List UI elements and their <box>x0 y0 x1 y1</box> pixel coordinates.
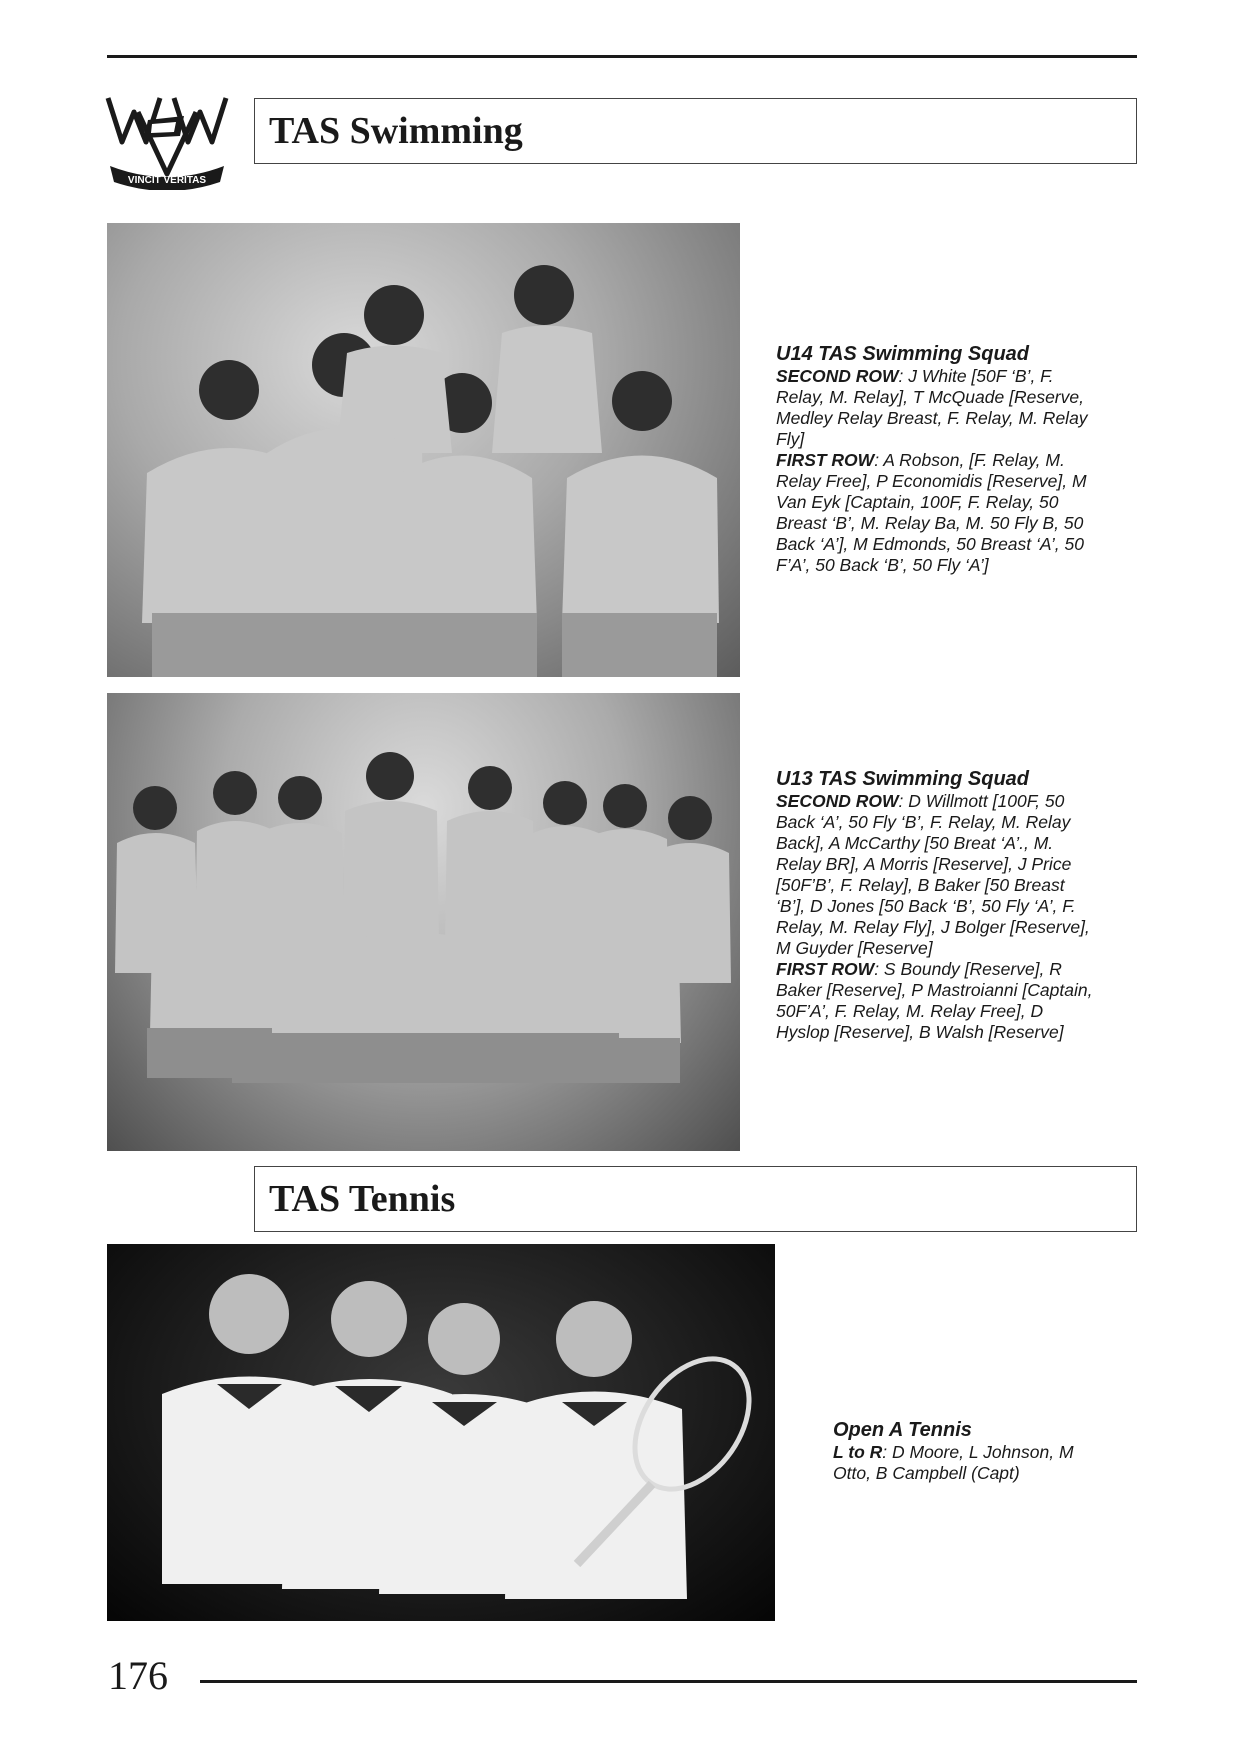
u14-second-row-text: : J White [50F ‘B’, F. Relay, M. Relay], T McQuade [Reserve, Medley Relay Breast, F. Relay, M. Relay Fly] <box>776 366 1088 449</box>
u13-caption-title: U13 TAS Swimming Squad <box>776 768 1029 790</box>
u14-team-photo <box>107 223 740 677</box>
school-crest-icon <box>104 92 230 190</box>
team-photo-icon <box>107 1244 775 1621</box>
u13-first-row <box>776 959 1096 1043</box>
tennis-row-label: L to R <box>833 1442 883 1462</box>
swimming-section-header <box>254 98 1137 164</box>
u13-first-row-text: : S Boundy [Reserve], R Baker [Reserve], P Mastroianni [Captain, 50F’A’, F. Relay, M. Relay Free], D Hyslop [Reserve], B Walsh [Reserve] <box>776 959 1093 1042</box>
team-photo-icon <box>107 223 740 677</box>
tennis-section-header <box>254 1166 1137 1232</box>
tennis-caption <box>833 1418 1113 1484</box>
swimming-section-title: TAS Swimming <box>269 110 523 152</box>
u14-second-row <box>776 366 1096 450</box>
tennis-row-text: : D Moore, L Johnson, M Otto, B Campbell (Capt) <box>833 1442 1074 1483</box>
u14-caption-title: U14 TAS Swimming Squad <box>776 343 1029 365</box>
u14-caption <box>776 342 1096 576</box>
u14-first-row-text: : A Robson, [F. Relay, M. Relay Free], P Economidis [Reserve], M Van Eyk [Captain, 100F, F. Relay, 50 Breast ‘B’, M. Relay Ba, M. 50 Fly B, 50 Back ‘A’], M Edmonds, 50 Breast ‘A’, 50 F’A’, 50 Back ‘B’, 50 Fly ‘A’] <box>776 450 1087 575</box>
tennis-row <box>833 1442 1113 1484</box>
team-photo-icon <box>107 693 740 1151</box>
u13-second-row-label: SECOND ROW <box>776 791 899 811</box>
top-rule <box>107 55 1137 58</box>
u14-second-row-label: SECOND ROW <box>776 366 899 386</box>
bottom-rule <box>200 1680 1137 1683</box>
page-number: 176 <box>108 1653 168 1698</box>
u13-second-row <box>776 791 1096 959</box>
u14-first-row-label: FIRST ROW <box>776 450 875 470</box>
u13-team-photo <box>107 693 740 1151</box>
tennis-caption-title: Open A Tennis <box>833 1419 972 1441</box>
u13-first-row-label: FIRST ROW <box>776 959 875 979</box>
logo-motto: VINCIT VERITAS <box>127 175 207 186</box>
tennis-team-photo <box>107 1244 775 1621</box>
u13-second-row-text: : D Willmott [100F, 50 Back ‘A’, 50 Fly ‘B’, F. Relay, M. Relay Back], A McCarthy [50 Breat ‘A’., M. Relay BR], A Morris [Reserve], J Price [50F’B’, F. Relay], B Baker [50 Breast ‘B’], D Jones [50 Back ‘B’, 50 Fly ‘A’, F. Relay, M. Relay Fly], J Bolger [Reserve], M Guyder [Reserve] <box>776 791 1090 958</box>
tennis-section-title: TAS Tennis <box>269 1178 456 1220</box>
u13-caption <box>776 767 1096 1043</box>
u14-first-row <box>776 450 1096 576</box>
